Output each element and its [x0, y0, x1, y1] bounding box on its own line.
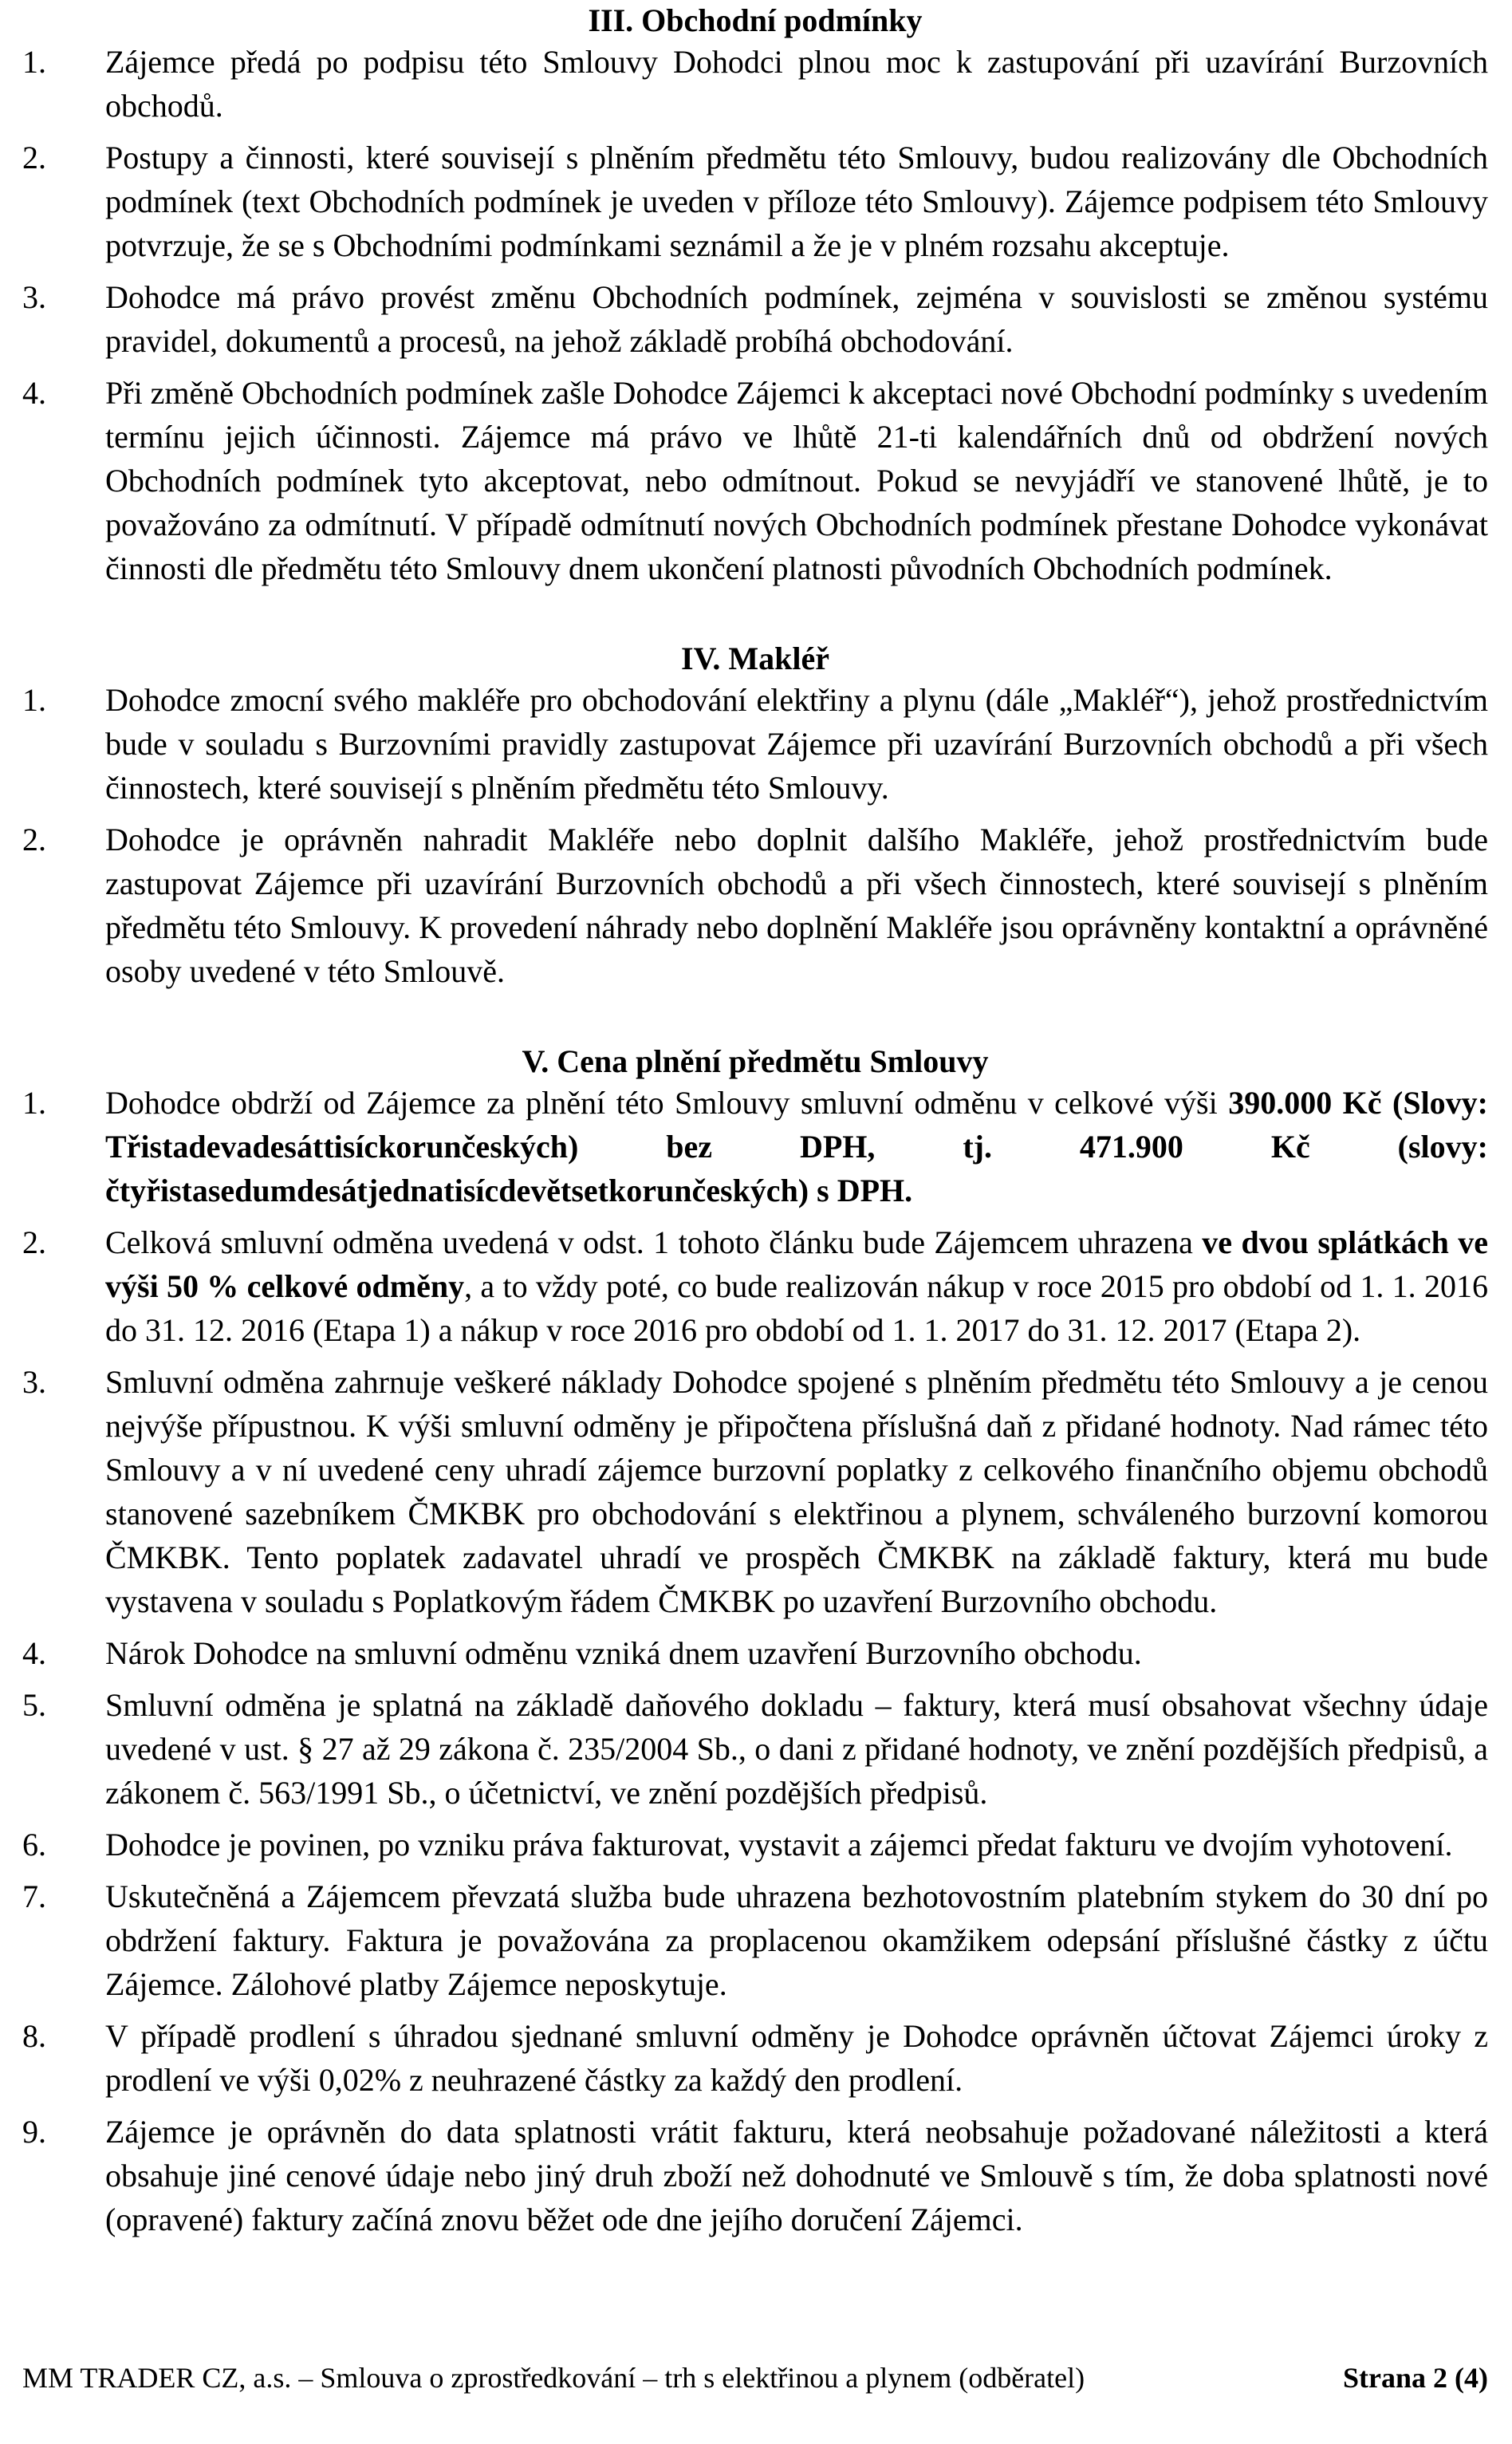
footer-document-name: MM TRADER CZ, a.s. – Smlouva o zprostředkování – trh s elektřinou a plynem (odběratel): [22, 2362, 1085, 2394]
clause-number: 9.: [22, 2114, 46, 2150]
clause-5-3: [22, 1360, 1488, 1623]
section-title-obchodni-podminky: III. Obchodní podmínky: [588, 2, 923, 38]
clause-5-5: [22, 1683, 1488, 1815]
clause-number: 4.: [22, 1635, 46, 1671]
section-title-cena-plneni: V. Cena plnění předmětu Smlouvy: [522, 1043, 989, 1079]
clause-list-section-4: [22, 678, 1488, 993]
clause-number: 1.: [22, 1085, 46, 1121]
clause-number: 4.: [22, 375, 46, 411]
clause-5-2: [22, 1220, 1488, 1352]
section-spacer: [22, 598, 1488, 640]
clause-5-9: [22, 2110, 1488, 2241]
clause-text: , a to vždy poté, co bude realizován nákup v roce 2015 pro období od 1. 1. 2016 do 31. 12. 2016 (Etapa 1) a nákup v roce 2016 pro období od 1. 1. 2017 do 31. 12. 2017 (Etapa 2).: [105, 1268, 1488, 1348]
clause-3-2: [22, 136, 1488, 267]
clause-5-8: [22, 2014, 1488, 2102]
clause-text: Dohodce je oprávněn nahradit Makléře nebo doplnit dalšího Makléře, jehož prostřednictvím bude zastupovat Zájemce při uzavírání Burzovních obchodů a při všech činnostech, které souvisejí s plněním předmětu této Smlouvy. K provedení náhrady nebo doplnění Makléře jsou oprávněny kontaktní a oprávněné osoby uvedené v této Smlouvě.: [105, 822, 1488, 989]
clause-number: 3.: [22, 1364, 46, 1400]
clause-text: Dohodce má právo provést změnu Obchodních podmínek, zejména v souvislosti se změnou systému pravidel, dokumentů a procesů, na jehož základě probíhá obchodování.: [105, 279, 1488, 359]
clause-number: 6.: [22, 1827, 46, 1863]
clause-text-bold-price: 390.000 Kč (Slovy: Třistadevadesáttisíckorunčeských) bez DPH, tj. 471.900 Kč (slovy: čtyřistasedumdesátjednatisícdevětsetkorunčeských) s DPH.: [105, 1085, 1489, 1208]
page-footer: [22, 2359, 1488, 2396]
clause-5-1: [22, 1081, 1488, 1212]
section-spacer: [22, 1001, 1488, 1043]
clause-3-1: [22, 40, 1488, 128]
clause-3-4: [22, 371, 1488, 590]
clause-text: V případě prodlení s úhradou sjednané smluvní odměny je Dohodce oprávněn účtovat Zájemci úroky z prodlení ve výši 0,02% z neuhrazené částky za každý den prodlení.: [105, 2018, 1488, 2098]
clause-text: Smluvní odměna je splatná na základě daňového dokladu – faktury, která musí obsahovat všechny údaje uvedené v ust. § 27 až 29 zákona č. 235/2004 Sb., o dani z přidané hodnoty, ve znění pozdějších předpisů, a zákonem č. 563/1991 Sb., o účetnictví, ve znění pozdějších předpisů.: [105, 1687, 1488, 1811]
clause-number: 1.: [22, 44, 46, 80]
clause-text: Dohodce obdrží od Zájemce za plnění této Smlouvy smluvní odměnu v celkové výši: [105, 1085, 1229, 1121]
clause-4-1: [22, 678, 1488, 810]
clause-text: Postupy a činnosti, které souvisejí s plněním předmětu této Smlouvy, budou realizovány dle Obchodních podmínek (text Obchodních podmínek je uveden v příloze této Smlouvy). Zájemce podpisem této Smlouvy potvrzuje, že se s Obchodními podmínkami seznámil a že je v plném rozsahu akceptuje.: [105, 140, 1488, 263]
clause-text: Uskutečněná a Zájemcem převzatá služba bude uhrazena bezhotovostním platebním stykem do 30 dní po obdržení faktury. Faktura je považována za proplacenou okamžikem odepsání příslušné částky z účtu Zájemce. Zálohové platby Zájemce neposkytuje.: [105, 1878, 1488, 2002]
clause-text: Zájemce je oprávněn do data splatnosti vrátit fakturu, která neobsahuje požadované náležitosti a která obsahuje jiné cenové údaje nebo jiný druh zboží než dohodnuté ve Smlouvě s tím, že doba splatnosti nové (opravené) faktury začíná znovu běžet ode dne jejího doručení Zájemci.: [105, 2114, 1488, 2237]
clause-number: 2.: [22, 1224, 46, 1260]
clause-number: 5.: [22, 1687, 46, 1723]
clause-text: Nárok Dohodce na smluvní odměnu vzniká dnem uzavření Burzovního obchodu.: [105, 1635, 1142, 1671]
clause-text: Zájemce předá po podpisu této Smlouvy Dohodci plnou moc k zastupování při uzavírání Burzovních obchodů.: [105, 44, 1488, 124]
section-title-makler: IV. Makléř: [681, 641, 829, 676]
clause-text: Při změně Obchodních podmínek zašle Dohodce Zájemci k akceptaci nové Obchodní podmínky s uvedením termínu jejich účinnosti. Zájemce má právo ve lhůtě 21-ti kalendářních dnů od obdržení nových Obchodních podmínek tyto akceptovat, nebo odmítnout. Pokud se nevyjádří ve stanovené lhůtě, je to považováno za odmítnutí. V případě odmítnutí nových Obchodních podmínek přestane Dohodce vykonávat činnosti dle předmětu této Smlouvy dnem ukončení platnosti původních Obchodních podmínek.: [105, 375, 1488, 586]
clause-text: Dohodce zmocní svého makléře pro obchodování elektřiny a plynu (dále „Makléř“), jehož prostřednictvím bude v souladu s Burzovními pravidly zastupovat Zájemce při uzavírání Burzovních obchodů a při všech činnostech, které souvisejí s plněním předmětu této Smlouvy.: [105, 682, 1488, 806]
footer-page-number: Strana 2 (4): [1343, 2362, 1488, 2394]
clause-number: 2.: [22, 140, 46, 175]
clause-number: 2.: [22, 822, 46, 857]
clause-4-2: [22, 818, 1488, 993]
clause-text: Smluvní odměna zahrnuje veškeré náklady Dohodce spojené s plněním předmětu této Smlouvy a je cenou nejvýše přípustnou. K výši smluvní odměny je připočtena příslušná daň z přidané hodnoty. Nad rámec této Smlouvy a v ní uvedené ceny uhradí zájemce burzovní poplatky z celkového finančního objemu obchodů stanovené sazebníkem ČMKBK pro obchodování s elektřinou a plynem, schváleného burzovní komorou ČMKBK. Tento poplatek zadavatel uhradí ve prospěch ČMKBK na základě faktury, která mu bude vystavena v souladu s Poplatkovým řádem ČMKBK po uzavření Burzovního obchodu.: [105, 1364, 1488, 1619]
clause-text: Dohodce je povinen, po vzniku práva fakturovat, vystavit a zájemci předat fakturu ve dvojím vyhotovení.: [105, 1827, 1453, 1863]
clause-number: 8.: [22, 2018, 46, 2054]
clause-list-section-5: [22, 1081, 1488, 2241]
clause-list-section-3: [22, 40, 1488, 590]
clause-number: 3.: [22, 279, 46, 315]
clause-5-7: [22, 1874, 1488, 2006]
clause-3-3: [22, 275, 1488, 363]
clause-text: Celková smluvní odměna uvedená v odst. 1 tohoto článku bude Zájemcem uhrazena: [105, 1224, 1203, 1260]
clause-number: 7.: [22, 1878, 46, 1914]
clause-5-4: [22, 1631, 1488, 1675]
clause-5-6: [22, 1823, 1488, 1867]
clause-number: 1.: [22, 682, 46, 718]
clause-text-bold-installments: ve dvou splátkách ve výši 50 % celkové odměny: [105, 1224, 1488, 1304]
